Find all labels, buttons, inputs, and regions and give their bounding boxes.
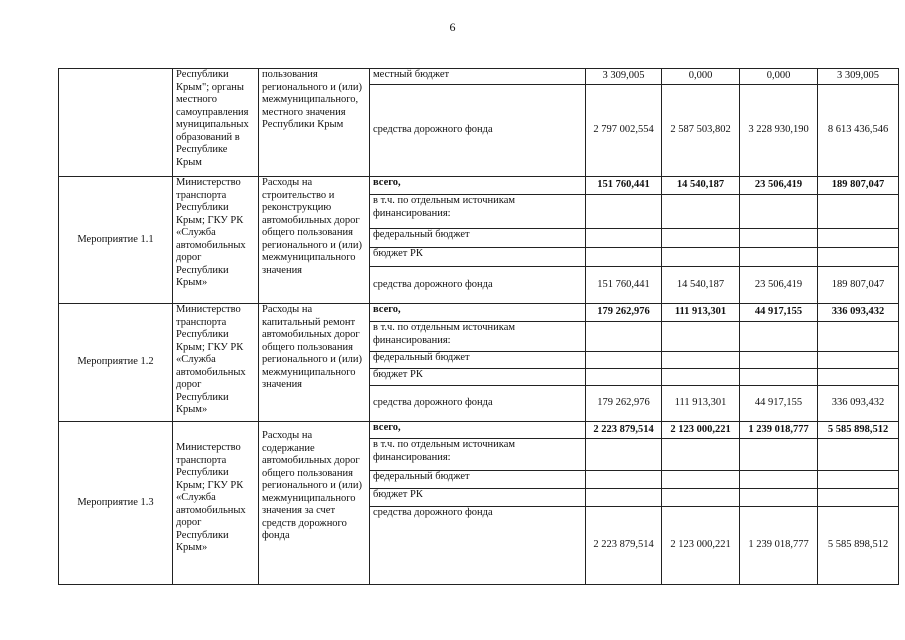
value-cell: 5 585 898,512	[818, 422, 899, 439]
event-name-cell: Мероприятие 1.2	[59, 304, 173, 422]
value-cell: 189 807,047	[818, 267, 899, 304]
value-cell	[662, 471, 740, 489]
value-cell	[662, 248, 740, 267]
value-cell	[586, 248, 662, 267]
value-cell	[740, 369, 818, 386]
executor-cell: Министерство транспорта Республики Крым; ГКУ РК «Служба автомобильных дорог Республики Крым»	[173, 304, 259, 422]
value-cell	[662, 489, 740, 507]
value-cell	[818, 322, 899, 352]
value-cell	[662, 195, 740, 229]
value-cell	[818, 369, 899, 386]
value-cell: 2 587 503,802	[662, 85, 740, 177]
value-cell	[740, 229, 818, 248]
value-cell: 0,000	[740, 69, 818, 85]
table-row	[59, 69, 899, 85]
description-cell: Расходы на капитальный ремонт автомобильных дорог общего пользования регионального и (или) межмуниципального значения	[259, 304, 370, 422]
value-cell	[740, 195, 818, 229]
value-cell	[740, 322, 818, 352]
value-cell: 151 760,441	[586, 267, 662, 304]
funding-source: средства дорожного фонда	[370, 507, 586, 585]
value-cell: 1 239 018,777	[740, 422, 818, 439]
value-cell: 111 913,301	[662, 304, 740, 322]
value-cell	[586, 229, 662, 248]
funding-source: бюджет РК	[370, 369, 586, 386]
value-cell	[818, 229, 899, 248]
value-cell: 2 797 002,554	[586, 85, 662, 177]
value-cell	[818, 439, 899, 471]
event-name-cell: Мероприятие 1.3	[59, 422, 173, 585]
value-cell	[586, 489, 662, 507]
value-cell: 23 506,419	[740, 267, 818, 304]
value-cell: 2 123 000,221	[662, 507, 740, 585]
funding-source: федеральный бюджет	[370, 229, 586, 248]
value-cell	[818, 489, 899, 507]
value-cell	[818, 352, 899, 369]
funding-source: всего,	[370, 177, 586, 195]
value-cell	[740, 248, 818, 267]
funding-source: бюджет РК	[370, 489, 586, 507]
value-cell: 2 123 000,221	[662, 422, 740, 439]
value-cell	[586, 471, 662, 489]
value-cell: 3 309,005	[818, 69, 899, 85]
value-cell: 0,000	[662, 69, 740, 85]
value-cell	[586, 369, 662, 386]
description-cell: Расходы на строительство и реконструкцию автомобильных дорог общего пользования регионального и (или) межмуниципального значения	[259, 177, 370, 304]
value-cell: 151 760,441	[586, 177, 662, 195]
value-cell: 1 239 018,777	[740, 507, 818, 585]
value-cell: 14 540,187	[662, 267, 740, 304]
table-row	[59, 304, 899, 322]
value-cell: 179 262,976	[586, 386, 662, 422]
funding-source: всего,	[370, 422, 586, 439]
executor-cell: Министерство транспорта Республики Крым; ГКУ РК «Служба автомобильных дорог Республики Крым»	[173, 422, 259, 585]
value-cell	[662, 322, 740, 352]
value-cell	[662, 369, 740, 386]
program-funding-table	[58, 68, 899, 585]
funding-source: средства дорожного фонда	[370, 267, 586, 304]
table-row	[59, 177, 899, 195]
value-cell	[740, 471, 818, 489]
funding-source: федеральный бюджет	[370, 471, 586, 489]
value-cell	[586, 322, 662, 352]
value-cell: 3 309,005	[586, 69, 662, 85]
value-cell: 23 506,419	[740, 177, 818, 195]
description-cell: Расходы на содержание автомобильных дорог общего пользования регионального и (или) межмуниципального значения за счет средств дорожного фонда	[259, 422, 370, 585]
funding-source: в т.ч. по отдельным источникам финансирования:	[370, 322, 586, 352]
value-cell: 179 262,976	[586, 304, 662, 322]
value-cell: 336 093,432	[818, 304, 899, 322]
event-name-cell	[59, 69, 173, 177]
value-cell: 44 917,155	[740, 386, 818, 422]
page-number: 6	[449, 20, 456, 34]
value-cell	[740, 489, 818, 507]
value-cell	[662, 229, 740, 248]
value-cell: 2 223 879,514	[586, 507, 662, 585]
funding-source: средства дорожного фонда	[370, 386, 586, 422]
funding-source: в т.ч. по отдельным источникам финансирования:	[370, 195, 586, 229]
value-cell	[740, 439, 818, 471]
value-cell	[662, 352, 740, 369]
value-cell	[586, 195, 662, 229]
value-cell: 336 093,432	[818, 386, 899, 422]
value-cell: 3 228 930,190	[740, 85, 818, 177]
value-cell	[818, 248, 899, 267]
value-cell: 8 613 436,546	[818, 85, 899, 177]
funding-source: всего,	[370, 304, 586, 322]
value-cell	[586, 352, 662, 369]
value-cell	[818, 195, 899, 229]
funding-source: в т.ч. по отдельным источникам финансирования:	[370, 439, 586, 471]
funding-source: средства дорожного фонда	[370, 85, 586, 177]
executor-cell: Министерство транспорта Республики Крым; ГКУ РК «Служба автомобильных дорог Республики Крым»	[173, 177, 259, 304]
value-cell: 44 917,155	[740, 304, 818, 322]
executor-cell: Республики Крым"; органы местного самоуправления муниципальных образований в Республике Крым	[173, 69, 259, 177]
funding-source: федеральный бюджет	[370, 352, 586, 369]
funding-source: бюджет РК	[370, 248, 586, 267]
value-cell: 14 540,187	[662, 177, 740, 195]
value-cell: 5 585 898,512	[818, 507, 899, 585]
value-cell	[740, 352, 818, 369]
funding-source: местный бюджет	[370, 69, 586, 85]
value-cell: 2 223 879,514	[586, 422, 662, 439]
value-cell	[586, 439, 662, 471]
event-name-cell: Мероприятие 1.1	[59, 177, 173, 304]
table-row	[59, 422, 899, 439]
value-cell: 111 913,301	[662, 386, 740, 422]
value-cell: 189 807,047	[818, 177, 899, 195]
value-cell	[818, 471, 899, 489]
value-cell	[662, 439, 740, 471]
description-cell: пользования регионального и (или) межмуниципального, местного значения Республики Крым	[259, 69, 370, 177]
